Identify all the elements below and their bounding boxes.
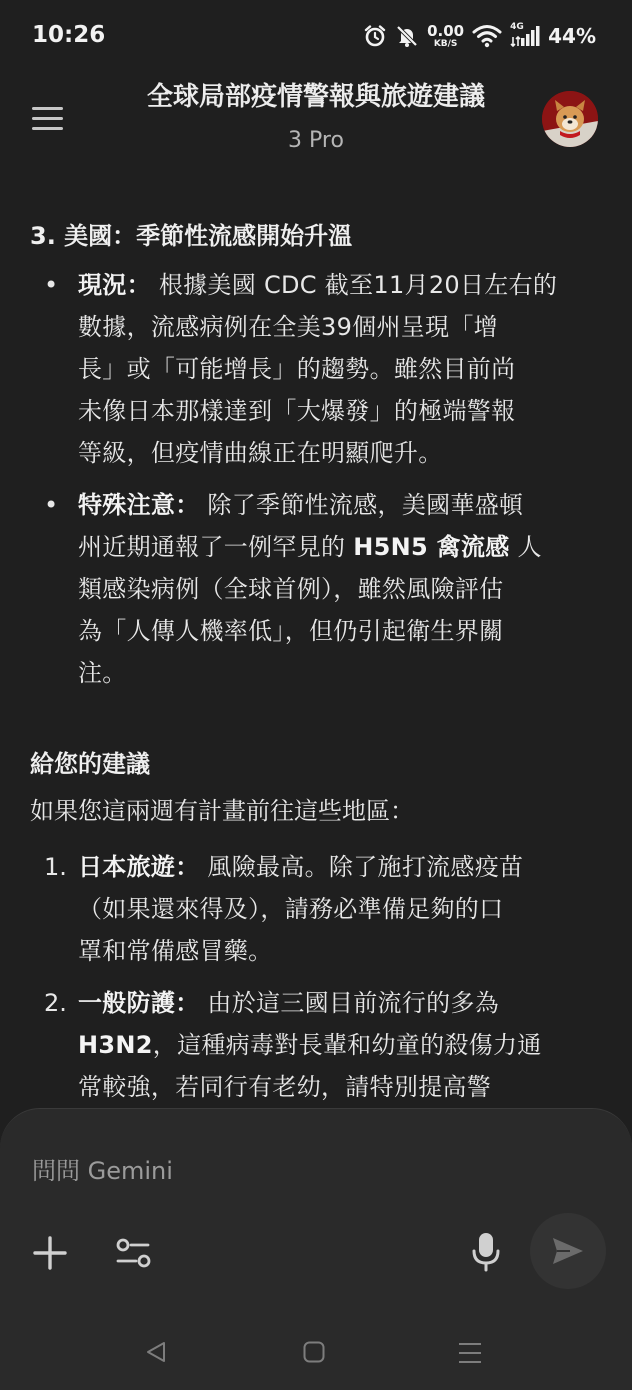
recents-icon[interactable] xyxy=(458,1341,482,1369)
list-item xyxy=(44,484,604,694)
item-text: 由於這三國目前流行的多為 xyxy=(199,989,500,1017)
chat-response xyxy=(0,172,632,1112)
item-text: 等級，但疫情曲線正在明顯爬升。 xyxy=(78,439,443,467)
system-nav-bar xyxy=(0,1308,632,1390)
item-text: 為「人傳人機率低」，但仍引起衛生界關 xyxy=(78,617,504,645)
list-item xyxy=(44,846,604,972)
signal-icon xyxy=(510,24,540,48)
tools-icon[interactable] xyxy=(114,1233,154,1273)
item-text: 類感染病例（全球首例），雖然風險評估 xyxy=(78,575,504,603)
item-label: 日本旅遊： xyxy=(78,853,200,881)
item-text: 常較強，若同行有老幼，請特別提高警 xyxy=(78,1073,492,1101)
advice-intro: 如果您這兩週有計畫前往這些地區： xyxy=(30,797,414,825)
bullet: • xyxy=(44,271,59,299)
network-speed-value: 0.00 xyxy=(427,21,465,40)
item-text: 州近期通報了一例罕見的 xyxy=(78,533,354,561)
bullet: • xyxy=(44,491,59,519)
back-icon[interactable] xyxy=(144,1340,168,1368)
prompt-input[interactable]: 問問 Gemini xyxy=(32,1157,173,1185)
home-icon[interactable] xyxy=(302,1340,326,1368)
item-text: 未像日本那樣達到「大爆發」的極端警報 xyxy=(78,397,516,425)
emphasis-text: H5N5 禽流感 xyxy=(353,533,510,561)
plus-icon[interactable] xyxy=(30,1233,70,1273)
alarm-icon xyxy=(363,24,387,48)
network-type: 4G xyxy=(510,22,524,32)
list-item xyxy=(44,264,604,474)
item-text: （如果還來得及），請務必準備足夠的口 xyxy=(78,895,504,923)
send-icon[interactable] xyxy=(530,1213,606,1289)
item-text: 根據美國 CDC 截至11月20日左右的 xyxy=(150,271,558,299)
item-text: 數據，流感病例在全美39個州呈現「增 xyxy=(78,313,498,341)
status-bar xyxy=(0,0,632,72)
item-label: 一般防護： xyxy=(78,989,200,1017)
section-heading-advice: 給您的建議 xyxy=(30,750,150,778)
microphone-icon[interactable] xyxy=(466,1229,506,1273)
item-text: 人 xyxy=(509,533,542,561)
item-text: 風險最高。除了施打流感疫苗 xyxy=(199,853,524,881)
conversation-title[interactable]: 全球局部疫情警報與旅遊建議 xyxy=(146,82,485,112)
item-text: 罩和常備感冒藥。 xyxy=(78,937,273,965)
network-speed-unit: KB/S xyxy=(433,38,458,49)
wifi-icon xyxy=(472,24,502,48)
item-text: 注。 xyxy=(78,659,127,687)
item-text: 除了季節性流感，美國華盛頓 xyxy=(199,491,524,519)
battery-level: 44% xyxy=(548,24,596,48)
emphasis-text: H3N2 xyxy=(78,1031,153,1059)
list-item xyxy=(44,982,604,1108)
cellular-indicator xyxy=(510,24,540,48)
network-speed xyxy=(427,21,465,49)
model-label[interactable]: 3 Pro xyxy=(288,128,344,153)
list-number: 2. xyxy=(44,989,67,1017)
bell-muted-icon xyxy=(395,24,419,48)
item-label: 現況： xyxy=(78,271,151,299)
app-header xyxy=(0,72,632,172)
item-text: ，這種病毒對長輩和幼童的殺傷力通 xyxy=(152,1031,542,1059)
status-time: 10:26 xyxy=(32,22,106,48)
status-icons xyxy=(363,20,596,52)
item-label: 特殊注意： xyxy=(78,491,200,519)
user-avatar[interactable] xyxy=(542,91,598,147)
section-heading-us: 3. 美國：季節性流感開始升溫 xyxy=(30,222,353,250)
list-number: 1. xyxy=(44,853,67,881)
item-text: 長」或「可能增長」的趨勢。雖然目前尚 xyxy=(78,355,516,383)
